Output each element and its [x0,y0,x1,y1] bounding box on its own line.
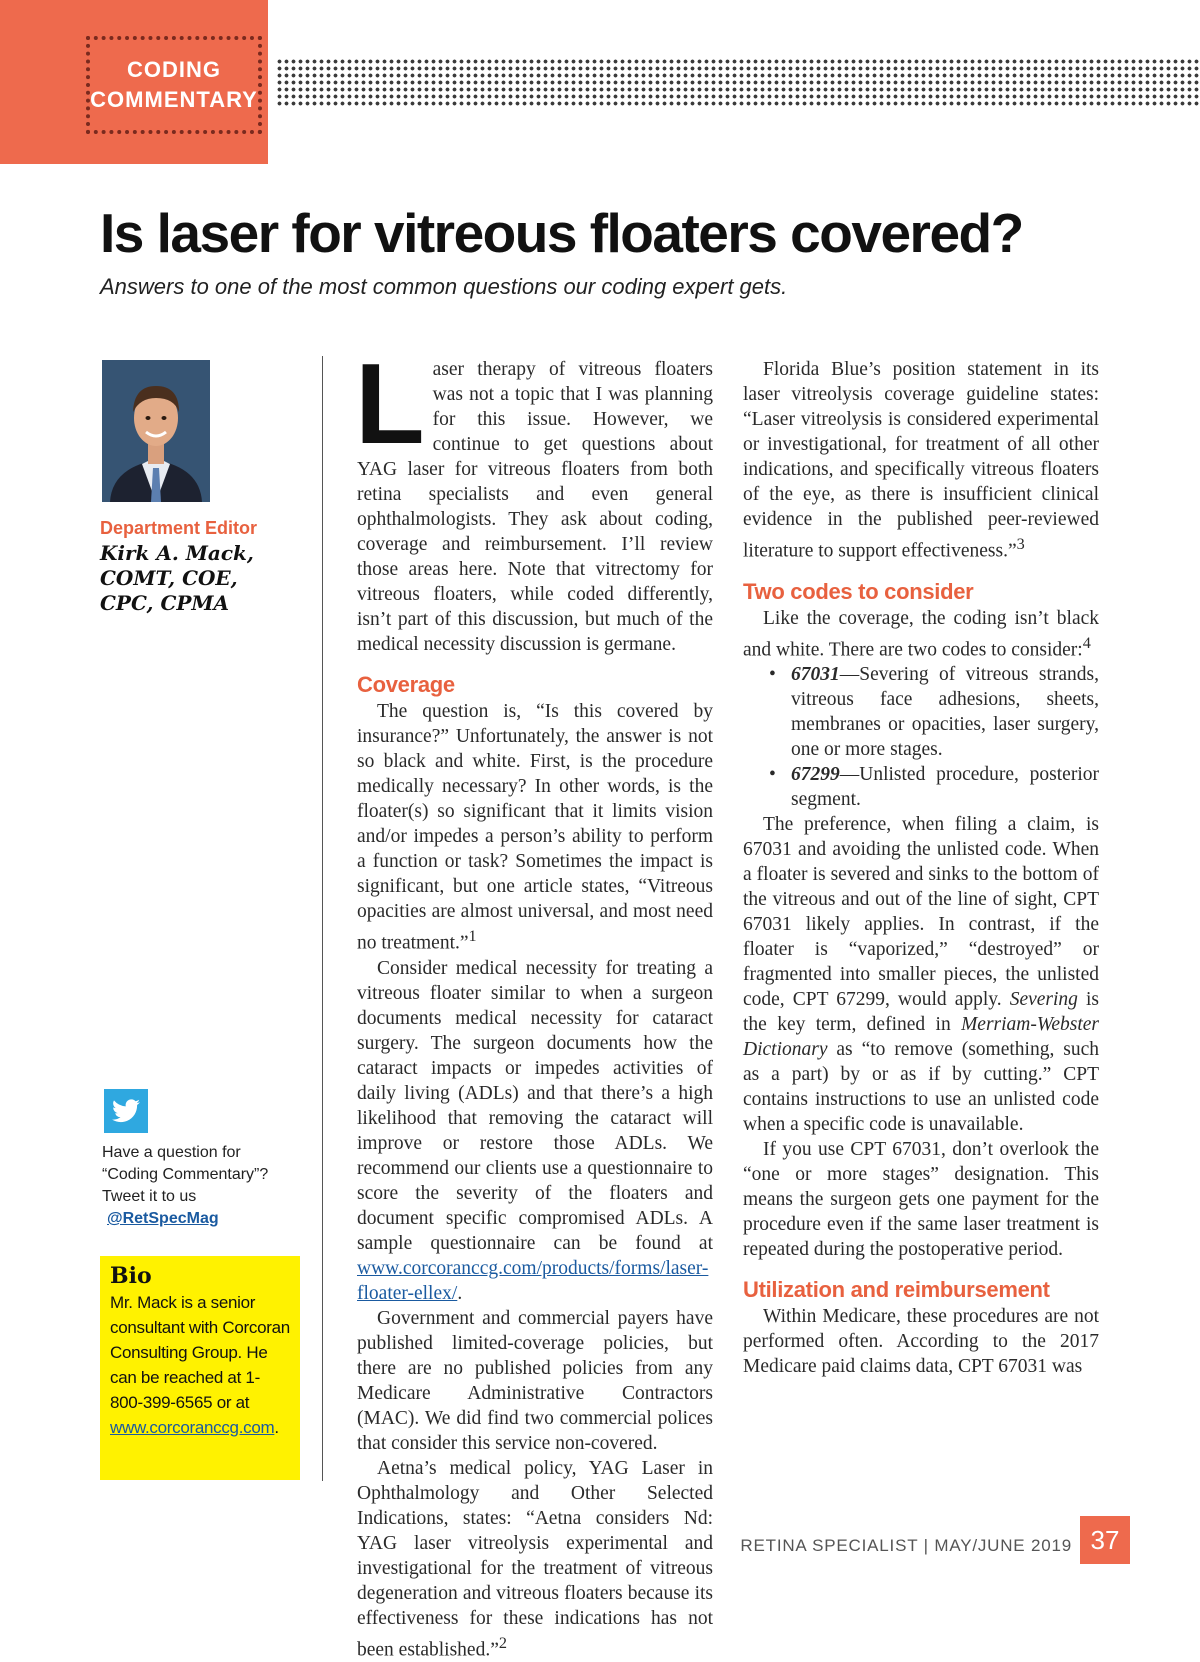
editor-name-line3: CPC, CPMA [100,591,300,616]
intro-text: aser therapy of vitreous floaters was not a topic that I was planning for this issue. However, we continue to get questions about YAG laser for vitreous floaters from both retina specialists and even general ophthalmologists. They ask about coding, coverage and reimbursement. I’ll review those areas here. Note that vitrectomy for vitreous floaters, while coded differently, isn’t part of this discussion, but much of the medical necessity discussion is germane. [357,359,713,655]
dictionary-name: Merriam-Webster Dictionary [743,1014,1099,1060]
codes-p2-c: as “to remove (something, such as a part) by or as if by cutting.” CPT contains instructions to use an unlisted code when a specific code is unavailable. [743,1039,1099,1135]
tweet-line2: “Coding Commentary”? [102,1164,292,1186]
footnote-ref: 1 [469,927,477,945]
severing-term: Severing [1010,989,1078,1010]
bio-text [110,1290,290,1440]
department-tag-block [0,0,268,164]
dotted-pattern-banner [276,58,1200,108]
page-number: 37 [1080,1516,1130,1564]
code-description: —Severing of vitreous strands, vitreous face adhesions, sheets, membranes or opacities, laser surgery, one or more stages. [791,664,1099,760]
drop-cap: L [355,359,425,451]
editor-photo [102,360,210,502]
section-heading-utilization: Utilization and reimbursement [743,1276,1099,1304]
bio-body: Mr. Mack is a senior consultant with Corcoran Consulting Group. He can be reached at 1-800-399-6565 or at [110,1293,290,1412]
footnote-ref: 4 [1083,634,1091,652]
editor-name [100,541,300,616]
editor-name-line2: COMT, COE, [100,566,300,591]
questionnaire-link[interactable]: www.corcoranccg.com/products/forms/laser-floater-ellex/ [357,1258,708,1304]
codes-intro-text: Like the coverage, the coding isn’t black and white. There are two codes to consider: [743,608,1099,661]
bio-website-link[interactable]: www.corcoranccg.com [110,1418,274,1437]
intro-paragraph [357,357,713,657]
section-heading-two-codes: Two codes to consider [743,578,1099,606]
code-number: 67299 [791,764,840,785]
coverage-paragraph-5 [743,357,1099,564]
coverage-paragraph-2 [357,956,713,1306]
coverage-p1-text: The question is, “Is this covered by insurance?” Unfortunately, the answer is not so black and white. First, is the procedure medically necessary? In other words, is the floater(s) so significant that it limits vision and/or impedes a person’s ability to perform a function or task? Sometimes the impact is significant, but one article states, “Vitreous opacities are almost universal, and most need no treatment.” [357,701,713,954]
footnote-ref: 2 [499,1634,507,1652]
twitter-bird-icon [112,1099,140,1123]
section-heading-coverage: Coverage [357,671,713,699]
coverage-paragraph-4 [357,1456,713,1662]
bio-box [100,1256,300,1480]
publication-footer: RETINA SPECIALIST | MAY/JUNE 2019 [700,1536,1072,1556]
code-bullet-67031 [743,662,1099,762]
coverage-p4-text: Aetna’s medical policy, YAG Laser in Ophthalmology and Other Selected Indications, states: “Aetna considers Nd: YAG laser vitreolysis experimental and investigational for the treatment of vitreous degeneration and vitreous floaters because its effectiveness for these indications has not been established.” [357,1458,713,1661]
article-title: Is laser for vitreous floaters covered? [100,200,1160,266]
portrait-image [102,360,210,502]
twitter-icon[interactable] [104,1089,148,1133]
code-description: —Unlisted procedure, posterior segment. [791,764,1099,810]
coverage-paragraph-3: Government and commercial payers have published limited-coverage policies, but there are no published policies from any Medicare Administrative Contractors (MAC). We did find two commercial polices that consider this service non-covered. [357,1306,713,1456]
coverage-p5-text: Florida Blue’s position statement in its laser vitreolysis coverage guideline states: “Laser vitreolysis is considered experimental or investigational, for treatment of all other indications, and specifically vitreous floaters of the eye, as there is insufficient clinical evidence in the published peer-reviewed literature to support effectiveness.” [743,359,1099,562]
twitter-handle-link[interactable]: @RetSpecMag [102,1208,292,1230]
bullet-marker: • [769,662,776,687]
bio-title: Bio [110,1262,290,1290]
coverage-paragraph-1 [357,699,713,956]
coverage-p2-text: Consider medical necessity for treating a vitreous floater similar to when a surgeon documents medical necessity for cataract surgery. The surgeon documents how the cataract impacts or impedes activities of daily living (ADLs) and that there’s a high likelihood that removing the cataract will improve or restore those ADLs. We recommend our clients use a questionnaire to score the severity of the floaters and document specific compromised ADLs. A sample questionnaire can be found at [357,958,713,1254]
footnote-ref: 3 [1017,535,1025,553]
tweet-line3: Tweet it to us [102,1186,292,1208]
codes-p2-a: The preference, when filing a claim, is 67031 and avoiding the unlisted code. When a floater is severed and sinks to the bottom of the vitreous and out of the line of sight, CPT 67031 likely applies. In contrast, if the floater is “vaporized,” “destroyed” or fragmented into smaller pieces, the unlisted code, CPT 67299, would apply. [743,814,1099,1010]
codes-intro-paragraph [743,606,1099,663]
codes-p2-b: is the key term, defined in [743,989,1099,1035]
article-column-2 [743,357,1099,1379]
department-tag-line1: CODING [127,55,221,85]
bio-end: . [274,1418,278,1437]
article-subtitle: Answers to one of the most common questions our coding expert gets. [100,274,1160,300]
editor-name-line1: Kirk A. Mack, [100,541,300,566]
code-number: 67031 [791,664,840,685]
tweet-prompt [102,1142,292,1230]
codes-paragraph-3: If you use CPT 67031, don’t overlook the “one or more stages” designation. This means the surgeon gets one payment for the procedure even if the same laser treatment is repeated during the postoperative period. [743,1137,1099,1262]
department-tag [86,36,262,134]
article-column-1 [357,357,713,1662]
code-bullet-67299 [743,762,1099,812]
utilization-paragraph-1: Within Medicare, these procedures are not performed often. According to the 2017 Medicare paid claims data, CPT 67031 was [743,1304,1099,1379]
tweet-line1: Have a question for [102,1142,292,1164]
coverage-p2-end: . [457,1283,462,1304]
bullet-marker: • [769,762,776,787]
column-divider [322,356,323,1481]
department-tag-line2: COMMENTARY [90,85,258,115]
department-editor-label: Department Editor [100,518,257,539]
codes-paragraph-2 [743,812,1099,1137]
